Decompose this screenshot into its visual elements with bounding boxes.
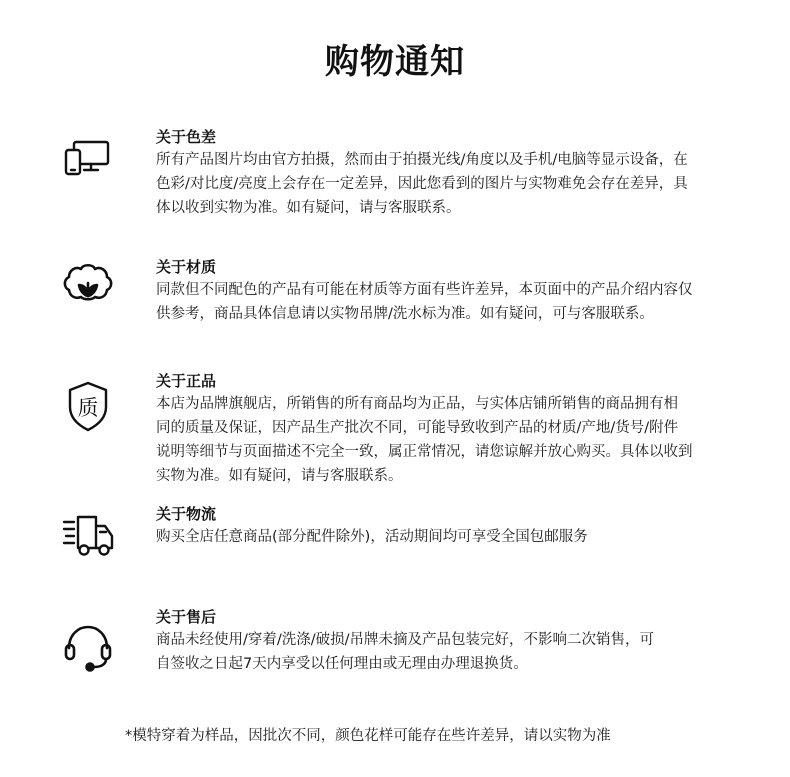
section-heading: 关于售后 <box>156 608 217 626</box>
section-text-line: 色彩/对比度/亮度上会存在一定差异，因此您看到的图片与实物难免会存在差异，具 <box>156 176 688 192</box>
section-text-line: 所有产品图片均由官方拍摄，然而由于拍摄光线/角度以及手机/电脑等显示设备，在 <box>156 152 688 168</box>
section-text-line: 商品未经使用/穿着/洗涤/破损/吊牌未摘及产品包装完好，不影响二次销售，可 <box>156 632 655 648</box>
section-heading: 关于色差 <box>156 128 217 146</box>
delivery-truck-icon <box>60 508 116 564</box>
section-text-line: 供参考，商品具体信息请以实物吊牌/洗水标为准。如有疑问，可与客服联系。 <box>156 306 654 322</box>
section-text-line: 本店为品牌旗舰店，所销售的所有商品均为正品，与实体店铺所销售的商品拥有相 <box>156 396 678 412</box>
section-heading: 关于物流 <box>156 505 217 523</box>
section-text-line: 自签收之日起7天内享受以任何理由或无理由办理退换货。 <box>156 656 528 672</box>
quality-shield-icon <box>60 378 116 434</box>
devices-icon <box>60 136 116 192</box>
section-text-line: 体以收到实物为准。如有疑问，请与客服联系。 <box>156 200 461 216</box>
section-heading: 关于正品 <box>156 372 217 390</box>
section-text-line: 说明等细节与页面描述不完全一致，属正常情况，请您谅解并放心购买。具体以收到 <box>156 444 693 460</box>
section-text-line: 实物为准。如有疑问，请与客服联系。 <box>156 468 403 484</box>
section-text-line: 同的质量及保证，因产品生产批次不同，可能导致收到产品的材质/产地/货号/附件 <box>156 420 679 436</box>
footnote: *模特穿着为样品，因批次不同，颜色花样可能存在些许差异，请以实物为准 <box>125 728 611 744</box>
page-title: 购物通知 <box>325 42 465 82</box>
section-text-line: 同款但不同配色的产品有可能在材质等方面有些许差异，本页面中的产品介绍内容仅 <box>156 282 693 298</box>
quality-glyph: 质 <box>77 396 99 420</box>
headset-icon <box>60 620 116 676</box>
section-text-line: 购买全店任意商品(部分配件除外)，活动期间均可享受全国包邮服务 <box>156 529 588 545</box>
cotton-icon <box>60 256 116 312</box>
section-heading: 关于材质 <box>156 258 217 276</box>
